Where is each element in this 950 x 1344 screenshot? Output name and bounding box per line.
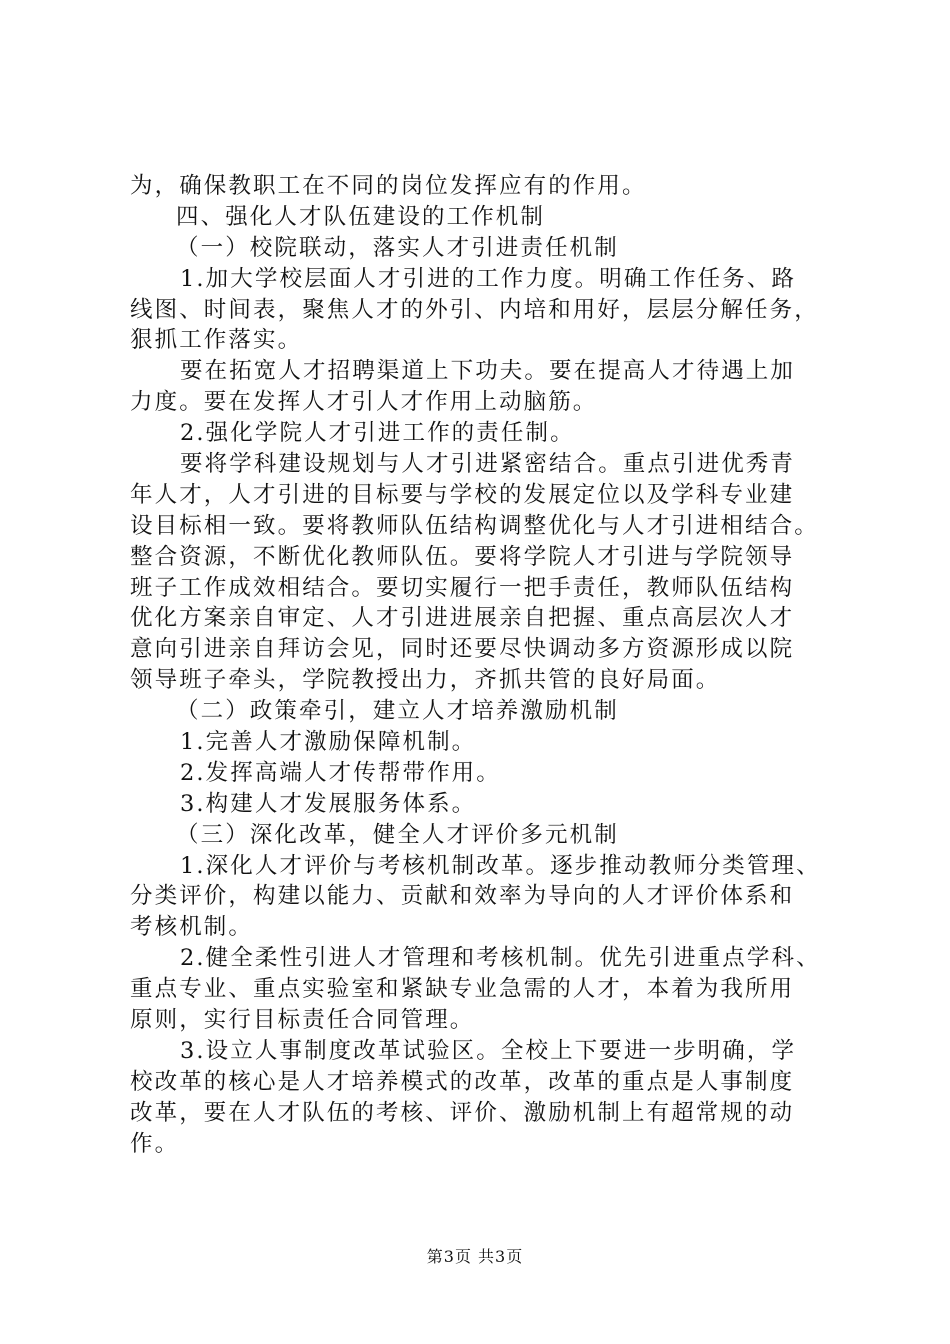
- text-line: 1.加大学校层面人才引进的工作力度。明确工作任务、路: [180, 265, 797, 292]
- text-line: 2.发挥高端人才传帮带作用。: [180, 759, 501, 786]
- text-line: 1.深化人才评价与考核机制改革。逐步推动教师分类管理、: [180, 852, 821, 879]
- text-line: 2.健全柔性引进人才管理和考核机制。优先引进重点学科、: [180, 945, 821, 972]
- text-line: 校改革的核心是人才培养模式的改革，改革的重点是人事制度: [130, 1068, 795, 1095]
- text-line: 作。: [130, 1130, 180, 1157]
- text-line: 2.强化学院人才引进工作的责任制。: [180, 420, 575, 447]
- text-line: 要在拓宽人才招聘渠道上下功夫。要在提高人才待遇上加: [180, 358, 796, 385]
- text-line: 3.设立人事制度改革试验区。全校上下要进一步明确，学: [180, 1037, 797, 1064]
- text-line: 整合资源，不断优化教师队伍。要将学院人才引进与学院领导: [130, 543, 795, 570]
- text-line: 1.完善人才激励保障机制。: [180, 729, 477, 756]
- page-footer: 第3页 共3页: [426, 1247, 524, 1266]
- text-line: （三）深化改革，健全人才评价多元机制: [176, 821, 619, 848]
- text-line: 狠抓工作落实。: [130, 327, 303, 354]
- text-line: 班子工作成效相结合。要切实履行一把手责任，教师队伍结构: [130, 574, 795, 601]
- text-line: 设目标相一致。要将教师队伍结构调整优化与人才引进相结合。: [130, 512, 819, 539]
- text-line: （二）政策牵引，建立人才培养激励机制: [176, 698, 619, 725]
- text-line: 原则，实行目标责任合同管理。: [130, 1007, 475, 1034]
- text-line: 年人才，人才引进的目标要与学校的发展定位以及学科专业建: [130, 481, 795, 508]
- text-line: 领导班子牵头，学院教授出力，齐抓共管的良好局面。: [130, 667, 721, 694]
- text-line: （一）校院联动，落实人才引进责任机制: [176, 234, 619, 261]
- text-line: 改革，要在人才队伍的考核、评价、激励机制上有超常规的动: [130, 1099, 795, 1126]
- text-line: 意向引进亲自拜访会见，同时还要尽快调动多方资源形成以院: [130, 636, 795, 663]
- text-line: 重点专业、重点实验室和紧缺专业急需的人才，本着为我所用: [130, 976, 795, 1003]
- text-line: 线图、时间表，聚焦人才的外引、内培和用好，层层分解任务，: [130, 296, 819, 323]
- text-line: 为，确保教职工在不同的岗位发挥应有的作用。: [130, 173, 647, 199]
- text-line: 优化方案亲自审定、人才引进进展亲自把握、重点高层次人才: [130, 605, 795, 632]
- text-line: 3.构建人才发展服务体系。: [180, 790, 477, 817]
- text-line: 力度。要在发挥人才引人才作用上动脑筋。: [130, 389, 598, 416]
- document-body: [130, 171, 830, 1160]
- text-line: 要将学科建设规划与人才引进紧密结合。重点引进优秀青: [180, 451, 796, 478]
- text-line: 考核机制。: [130, 914, 254, 941]
- text-line: 四、强化人才队伍建设的工作机制: [176, 203, 546, 230]
- text-line: 分类评价，构建以能力、贡献和效率为导向的人才评价体系和: [130, 883, 795, 910]
